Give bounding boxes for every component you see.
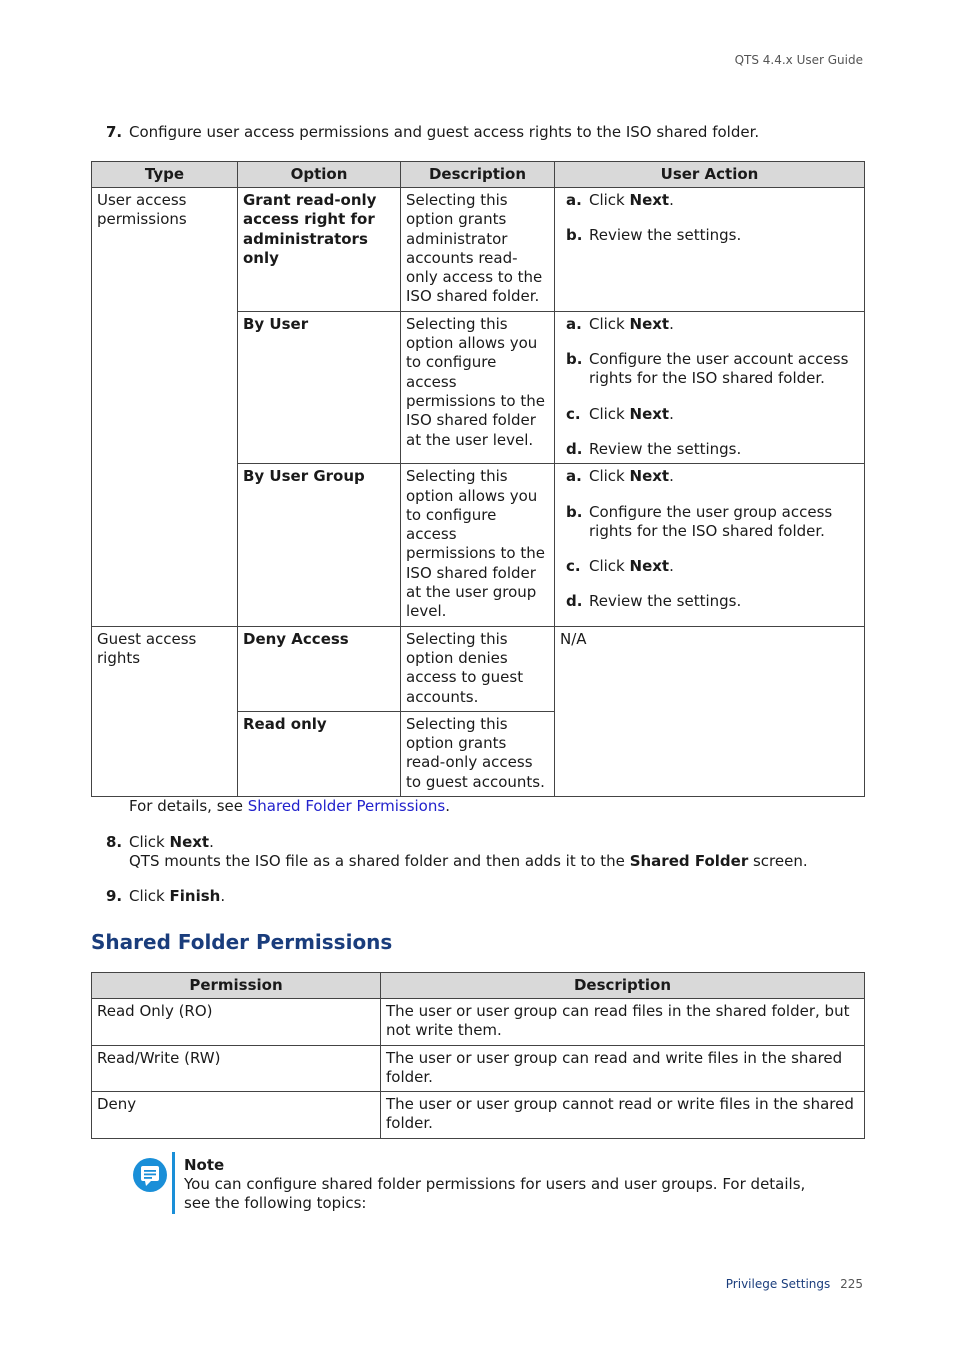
details-paragraph: For details, see Shared Folder Permissions. <box>129 797 450 815</box>
header-permission: Permission <box>92 973 381 999</box>
shared-folder-permissions-link[interactable]: Shared Folder Permissions <box>247 797 446 815</box>
note-icon <box>132 1157 168 1193</box>
table-header-row <box>92 162 865 188</box>
step-line: Click Next. <box>129 833 214 851</box>
action-step: b. Review the settings. <box>566 226 742 245</box>
iso-access-table <box>91 161 865 797</box>
step-9 <box>106 887 866 906</box>
action-step: d. Review the settings. <box>566 439 742 458</box>
table-row <box>92 1092 865 1139</box>
step-8 <box>106 833 866 872</box>
action-step: b. Configure the user group access rights for the ISO shared folder. <box>566 502 833 540</box>
description-cell: Selecting this option grants administrator accounts read-only access to the ISO shared folder. <box>401 188 555 312</box>
note-body: You can configure shared folder permissions for users and user groups. For details, see the following topics: <box>184 1175 806 1213</box>
action-cell: N/A <box>555 626 865 796</box>
action-step: b. Configure the user account access rights for the ISO shared folder. <box>566 350 849 388</box>
header-description: Description <box>381 973 865 999</box>
option-cell: Grant read-only access right for administrators only <box>238 188 401 312</box>
page-number: 225 <box>840 1277 863 1291</box>
header-option: Option <box>238 162 401 188</box>
header-description: Description <box>401 162 555 188</box>
header-type: Type <box>92 162 238 188</box>
page-footer <box>726 1275 863 1294</box>
action-step: a. Click Next. <box>566 467 674 486</box>
table-row <box>92 1045 865 1092</box>
guide-title: QTS 4.4.x User Guide <box>734 53 863 67</box>
description-cell: Selecting this option grants read-only access to guest accounts. <box>401 711 555 796</box>
action-step: a. Click Next. <box>566 191 674 209</box>
type-cell: User access permissions <box>92 188 238 627</box>
permission-cell: Deny <box>92 1092 381 1139</box>
section-title: Shared Folder Permissions <box>91 930 393 954</box>
permission-cell: Read Only (RO) <box>92 999 381 1046</box>
step-text: Click Finish. <box>129 887 226 905</box>
note-title: Note <box>184 1156 225 1174</box>
table-row <box>92 626 865 711</box>
description-cell: The user or user group can read and write files in the shared folder. <box>381 1045 865 1092</box>
step-number: 9. <box>106 887 123 905</box>
table-header-row <box>92 973 865 999</box>
action-step: c. Click Next. <box>566 404 674 423</box>
step-text: Configure user access permissions and guest access rights to the ISO shared folder. <box>129 123 760 141</box>
description-cell: The user or user group can read files in the shared folder, but not write them. <box>381 999 865 1046</box>
action-cell <box>555 188 865 312</box>
action-step: c. Click Next. <box>566 557 674 576</box>
footer-section: Privilege Settings <box>725 1277 831 1291</box>
note-box <box>132 1152 822 1214</box>
option-cell: By User <box>238 311 401 463</box>
table-row <box>92 188 865 312</box>
description-cell: Selecting this option denies access to guest accounts. <box>401 626 555 711</box>
note-accent-bar <box>172 1152 175 1214</box>
action-step: d. Review the settings. <box>566 592 742 611</box>
type-cell: Guest access rights <box>92 626 238 796</box>
action-step: a. Click Next. <box>566 314 674 333</box>
permission-cell: Read/Write (RW) <box>92 1045 381 1092</box>
permissions-table <box>91 972 865 1139</box>
option-cell: By User Group <box>238 464 401 626</box>
step-number: 7. <box>106 123 123 141</box>
action-cell <box>555 311 865 463</box>
option-cell: Read only <box>238 711 401 796</box>
step-number: 8. <box>106 833 123 851</box>
description-cell: Selecting this option allows you to configure access permissions to the ISO shared folder at the user group level. <box>401 464 555 626</box>
action-cell <box>555 464 865 626</box>
header-user-action: User Action <box>555 162 865 188</box>
step-7 <box>106 123 866 142</box>
option-cell: Deny Access <box>238 626 401 711</box>
description-cell: The user or user group cannot read or write files in the shared folder. <box>381 1092 865 1139</box>
table-row <box>92 999 865 1046</box>
description-cell: Selecting this option allows you to configure access permissions to the ISO shared folder at the user level. <box>401 311 555 463</box>
step-line: QTS mounts the ISO file as a shared folder and then adds it to the Shared Folder screen. <box>129 852 808 871</box>
